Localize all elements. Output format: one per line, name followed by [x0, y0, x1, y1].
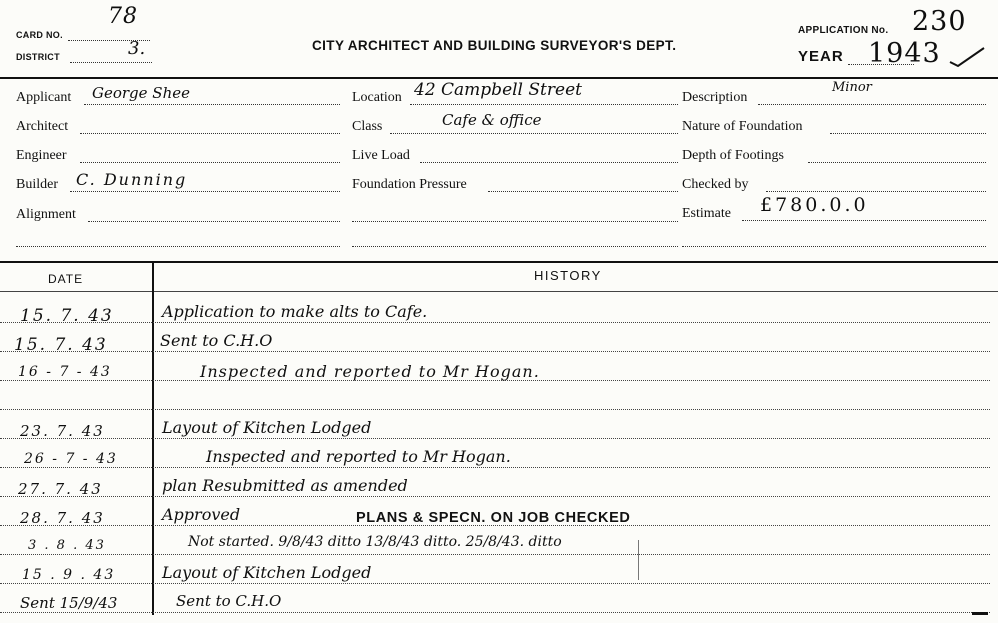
- builder-value: C. Dunning: [76, 170, 188, 189]
- year-value: 1943: [868, 38, 941, 69]
- builder-line: [70, 191, 340, 192]
- date-header: DATE: [48, 272, 84, 286]
- applicant-line: [84, 104, 340, 105]
- foundation-pressure-line: [488, 191, 678, 192]
- class-value: Cafe & office: [442, 111, 542, 129]
- row-rule: [0, 438, 990, 439]
- row-rule: [0, 554, 990, 555]
- district-value: 3.: [128, 38, 146, 59]
- engineer-label: Engineer: [16, 148, 67, 163]
- alignment-label: Alignment: [16, 207, 76, 222]
- table-row-date: 28. 7. 43: [20, 509, 105, 527]
- applicant-value: George Shee: [92, 84, 190, 102]
- table-row-history: Inspected and reported to Mr Hogan.: [206, 447, 511, 466]
- depth-label: Depth of Footings: [682, 148, 784, 163]
- nature-line: [830, 133, 986, 134]
- table-top-rule: [0, 261, 998, 263]
- table-row-date: Sent 15/9/43: [20, 594, 118, 612]
- row-rule: [0, 409, 990, 410]
- row-rule: [0, 612, 990, 613]
- table-row-date: 15. 7. 43: [14, 335, 108, 355]
- estimate-value: £780.0.0: [760, 194, 869, 216]
- engineer-line: [80, 162, 340, 163]
- row-rule: [0, 322, 990, 323]
- architect-line: [80, 133, 340, 134]
- edge-mark: [972, 612, 988, 615]
- alignment-line: [88, 221, 340, 222]
- foundation-pressure-label: Foundation Pressure: [352, 177, 467, 192]
- table-header-rule: [0, 291, 998, 292]
- location-label: Location: [352, 90, 402, 105]
- builder-label: Builder: [16, 177, 58, 192]
- middle-blank-line: [352, 221, 678, 222]
- architect-label: Architect: [16, 119, 69, 134]
- table-row-date: 23. 7. 43: [20, 422, 105, 440]
- table-row-history: Inspected and reported to Mr Hogan.: [200, 362, 540, 381]
- application-label: APPLICATION No.: [798, 25, 889, 36]
- table-row-history: Layout of Kitchen Lodged: [162, 418, 372, 437]
- right-blank-line: [682, 246, 986, 247]
- description-line: [758, 104, 986, 105]
- location-line: [410, 104, 678, 105]
- alignment-line-2: [16, 246, 340, 247]
- table-row-date: 26 - 7 - 43: [24, 451, 118, 467]
- year-label: YEAR: [798, 48, 844, 65]
- live-load-label: Live Load: [352, 148, 410, 163]
- class-line: [390, 133, 678, 134]
- table-row-history: Approved: [162, 505, 241, 524]
- table-row-date: 15. 7. 43: [20, 306, 114, 326]
- applicant-label: Applicant: [16, 90, 72, 105]
- table-row-date: 15 . 9 . 43: [22, 567, 116, 583]
- pencil-mark: [638, 540, 639, 580]
- class-label: Class: [352, 119, 383, 134]
- header-rule: [0, 77, 998, 79]
- department-title: CITY ARCHITECT AND BUILDING SURVEYOR'S DEPT.: [312, 38, 677, 53]
- table-row-history: Layout of Kitchen Lodged: [162, 563, 372, 582]
- checked-label: Checked by: [682, 177, 749, 192]
- row-rule: [0, 351, 990, 352]
- card-no-label: CARD NO.: [16, 30, 63, 40]
- checked-stamp: PLANS & SPECN. ON JOB CHECKED: [356, 510, 631, 526]
- row-rule: [0, 583, 990, 584]
- depth-line: [808, 162, 986, 163]
- live-load-line: [420, 162, 678, 163]
- table-row-history: Sent to C.H.O: [176, 592, 282, 610]
- nature-label: Nature of Foundation: [682, 119, 803, 134]
- table-row-date: 16 - 7 - 43: [18, 364, 112, 380]
- table-row-history: Not started. 9/8/43 ditto 13/8/43 ditto. 25/8/43. ditto: [188, 534, 562, 550]
- history-header: HISTORY: [534, 268, 602, 283]
- checkmark-icon: [948, 44, 986, 68]
- district-line: [70, 62, 152, 63]
- middle-blank-line-2: [352, 246, 678, 247]
- location-value: 42 Campbell Street: [414, 80, 582, 100]
- description-label: Description: [682, 90, 748, 105]
- checked-line: [766, 191, 986, 192]
- estimate-label: Estimate: [682, 206, 731, 221]
- application-value: 230: [912, 6, 967, 37]
- district-label: DISTRICT: [16, 52, 60, 62]
- table-row-date: 27. 7. 43: [18, 480, 103, 498]
- card-no-value: 78: [108, 4, 138, 29]
- table-row-history: plan Resubmitted as amended: [162, 476, 408, 495]
- table-row-date: 3 . 8 . 43: [28, 538, 106, 553]
- row-rule: [0, 467, 990, 468]
- table-row-history: Application to make alts to Cafe.: [162, 302, 428, 321]
- table-row-history: Sent to C.H.O: [160, 331, 273, 350]
- description-value: Minor: [832, 80, 872, 95]
- estimate-line: [742, 220, 986, 221]
- column-divider: [152, 263, 154, 615]
- row-rule: [0, 496, 990, 497]
